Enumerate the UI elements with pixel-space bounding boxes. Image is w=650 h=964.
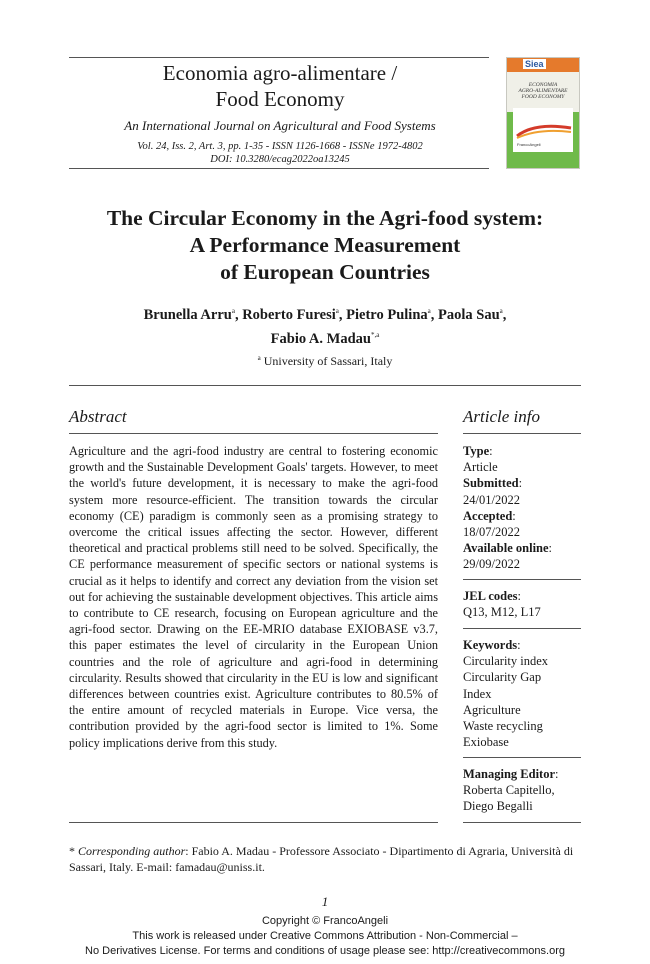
info-rule-4 <box>463 822 581 823</box>
title-line2: A Performance Measurement <box>189 233 461 257</box>
license-line1: This work is released under Creative Commons Attribution - Non-Commercial – <box>132 930 518 942</box>
online-label: Available online <box>463 541 549 556</box>
submitted-value: 24/01/2022 <box>463 492 520 507</box>
managing-editor: Managing Editor: Roberta Capitello, Diego Begalli <box>463 766 581 815</box>
article-info-heading: Article info <box>463 407 540 426</box>
online-value: 29/09/2022 <box>463 557 520 572</box>
jel-value: Q13, M12, L17 <box>463 605 541 620</box>
page-number: 1 <box>321 894 329 909</box>
editor-label: Managing Editor <box>463 767 556 781</box>
affiliation-mark: a <box>257 354 261 362</box>
journal-cover-image <box>506 57 580 169</box>
cover-wave-graphic <box>515 120 573 140</box>
cover-logo <box>523 59 546 69</box>
keyword-item: Waste recycling <box>463 719 543 734</box>
copyright-line: Copyright © FrancoAngeli <box>261 915 389 927</box>
cover-title-line1: ECONOMIA <box>528 82 558 88</box>
author-mark: *,a <box>370 330 380 339</box>
header-bottom-rule <box>69 168 489 169</box>
author-separator: , <box>502 306 507 323</box>
journal-subtitle: An International Journal on Agricultural and Food Systems <box>124 118 436 133</box>
title-line3: of European Countries <box>220 260 430 284</box>
header-top-rule <box>69 57 489 58</box>
journal-name-line2: Food Economy <box>215 87 345 111</box>
license-footer <box>0 914 650 959</box>
author-name: Paola Sau <box>438 306 500 323</box>
keyword-item: Exiobase <box>463 735 509 750</box>
license-line2: No Derivatives License. For terms and conditions of usage please see: http://creativecommons.org <box>85 945 565 957</box>
volume-line: Vol. 24, Iss. 2, Art. 3, pp. 1-35 - ISSN 1126-1668 - ISSNe 1972-4802 <box>137 141 423 152</box>
footnote-text: : Fabio A. Madau - Professore Associato - Dipartimento di Agraria, Università di Sassari, Italy. E-mail: famadau@uniss.it. <box>69 844 574 874</box>
cover-publisher: FrancoAngeli <box>517 142 541 147</box>
author-name: Brunella Arru <box>143 306 232 323</box>
article-dates: Type: Article Submitted: 24/01/2022 Accepted: 18/07/2022 Available online: 29/09/2022 <box>463 443 581 573</box>
title-bottom-rule <box>69 385 581 386</box>
keyword-item: Agriculture <box>463 702 521 717</box>
affiliation-text: University of Sassari, Italy <box>263 354 393 368</box>
corresponding-author-footnote <box>69 843 581 875</box>
cover-title-line3: FOOD ECONOMY <box>521 94 565 100</box>
cover-title <box>511 82 575 100</box>
keyword-item: Circularity index <box>463 654 549 669</box>
footnote-mark: * <box>69 844 75 858</box>
affiliation <box>60 354 590 369</box>
type-value: Article <box>463 460 498 475</box>
journal-name-line1: Economia agro-alimentare / <box>162 61 398 85</box>
info-rule-2 <box>463 628 581 629</box>
accepted-label: Accepted <box>463 508 513 523</box>
author-name: Fabio A. Madau <box>270 330 371 347</box>
jel-label: JEL codes <box>463 589 518 603</box>
author-separator: , <box>338 306 347 323</box>
doi-line: DOI: 10.3280/ecag2022oa13245 <box>210 154 350 165</box>
info-heading-rule <box>463 433 581 434</box>
jel-codes: JEL codes: Q13, M12, L17 <box>463 588 581 620</box>
title-line1: The Circular Economy in the Agri-food system: <box>106 206 544 230</box>
keyword-item: Index <box>463 686 492 701</box>
cover-title-line2: AGRO-ALIMENTARE <box>518 88 568 94</box>
article-title <box>40 205 610 286</box>
author-list <box>60 301 590 349</box>
author-mark: a <box>499 307 503 315</box>
journal-name <box>70 60 490 112</box>
keyword-item: Circularity Gap <box>463 670 542 685</box>
footnote-label: Corresponding author <box>78 844 186 858</box>
abstract-heading: Abstract <box>69 407 127 426</box>
author-name: Roberto Furesi <box>242 306 336 323</box>
author-name: Pietro Pulina <box>346 306 428 323</box>
journal-meta <box>70 140 490 166</box>
info-rule-3 <box>463 757 581 758</box>
author-mark: a <box>231 307 235 315</box>
author-separator: , <box>234 306 243 323</box>
keywords-label: Keywords <box>463 638 518 652</box>
author-separator: , <box>430 306 438 323</box>
author-mark: a <box>335 307 339 315</box>
type-label: Type <box>463 444 490 458</box>
keywords: Keywords: Circularity index Circularity Gap Index Agriculture Waste recycling Exiobase <box>463 637 581 750</box>
author-mark: a <box>427 307 431 315</box>
submitted-label: Submitted <box>463 476 519 491</box>
editor-line2: Diego Begalli <box>463 799 533 814</box>
editor-line1: Roberta Capitello, <box>463 783 555 798</box>
info-rule-1 <box>463 579 581 580</box>
abstract-heading-rule <box>69 433 438 434</box>
cover-logo-text: Siea <box>525 59 544 69</box>
abstract-bottom-rule <box>69 822 438 823</box>
accepted-value: 18/07/2022 <box>463 525 520 540</box>
abstract-text: Agriculture and the agri-food industry are central to fostering economic growth and the Sustainable Development Goals' targets. However, to meet the world's future development, it is necessary to make the agri-food system more resource-efficient. The transition towards the circular economy (CE) paradigm is commonly seen as a promising strategy to overcome the critical issues affecting the sector. However, different theoretical and practical problems still need to be solved. Specifically, the CE performance measurement of specific sectors or national systems is crucial as it helps to identify and correct any deviation from the vision set out for achieving the sustainable development objectives. This article aims to contribute to CE research, focusing on European agriculture and the agri-food sector. Drawing on the EE-MRIO database EXIOBASE v3.7, this paper estimates the level of circularity in the European Union countries and the role of agriculture and agri-food in determining circularity. Results showed that circularity in the EU is low and significant differences between countries exist. Agriculture contributes to 80.5% of the entire amount of recycled materials in Europe. Vice versa, the contribution provided by the agri-food sector is limited to 1%. Some policy implications derive from this study. <box>69 444 438 750</box>
